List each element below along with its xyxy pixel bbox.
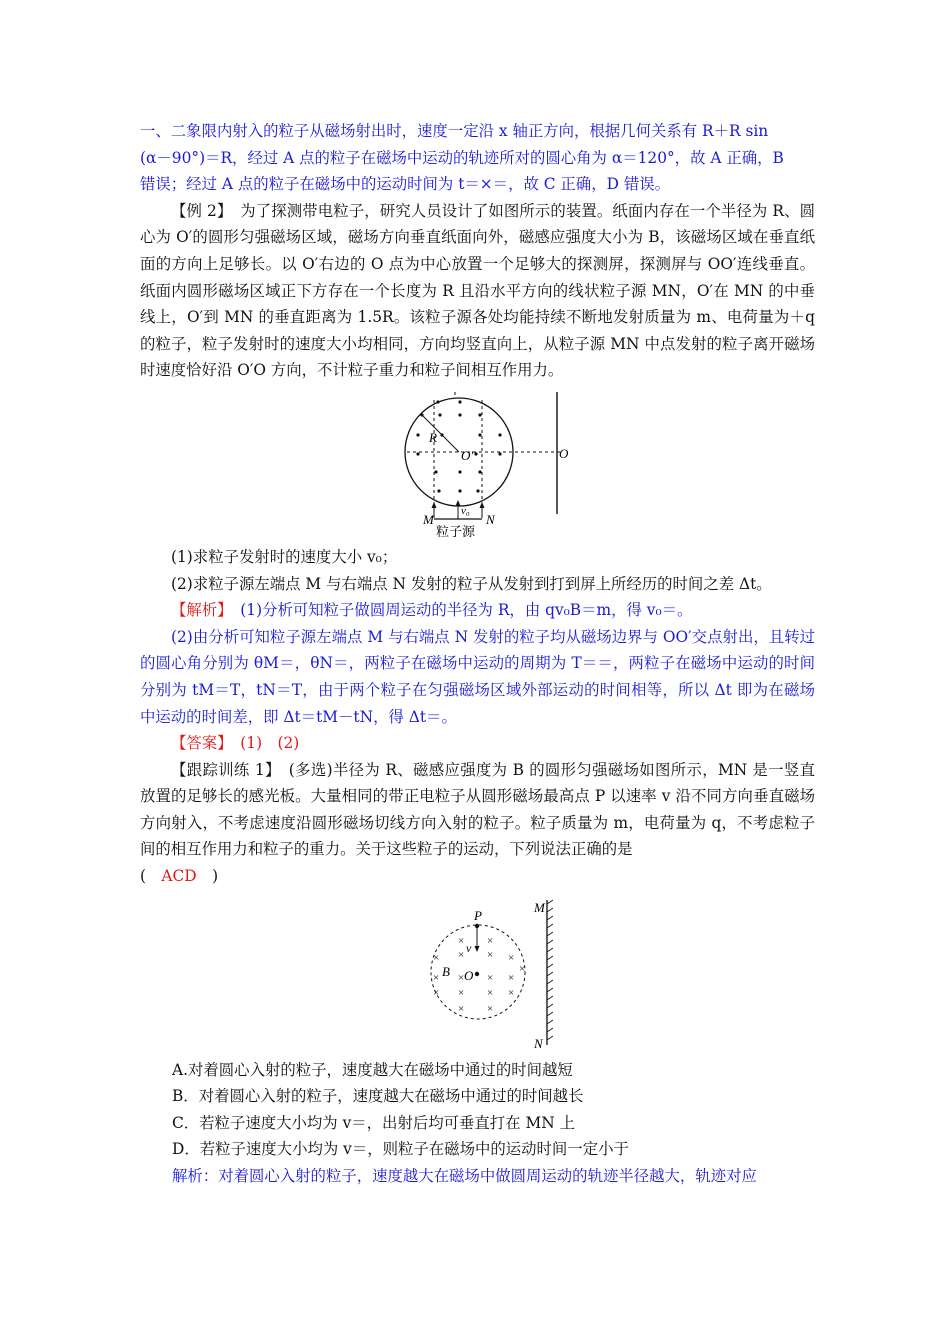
analysis-text-1: (1)分析可知粒子做圆周运动的半径为 R，由 qv₀B＝m，得 v₀＝。: [240, 601, 693, 620]
training-text: (多选)半径为 R、磁感应强度为 B 的圆形匀强磁场如图所示，MN 是一竖直放置的足够长的感光板。大量相同的带正电粒子从圆形磁场最高点 P 以速率 v 沿不同方向垂直磁场方向射入，不考虑速度沿圆形磁场切线方向入射的粒子。粒子质量为 m，电荷量为 q，不考虑粒子间的相互作用力和粒子的重力。关于这些粒子的运动，下列说法正确的是: [140, 760, 816, 859]
label-O2: O: [464, 967, 474, 983]
label-v: v: [466, 940, 472, 955]
analysis-tag: 【解析】: [171, 601, 225, 620]
center-O: [475, 971, 479, 975]
label-P: P: [474, 907, 482, 923]
answer-text: (1) (2): [240, 734, 300, 753]
svg-text:×: ×: [519, 962, 526, 975]
svg-text:×: ×: [508, 951, 515, 964]
final-analysis: [140, 1163, 815, 1190]
figure-1: [140, 390, 815, 538]
prev-solution-line-2: (α－90°)＝R，经过 A 点的粒子在磁场中运动的轨迹所对的圆心角为 α＝120°，故 A 正确，B: [140, 148, 784, 167]
svg-text:×: ×: [458, 986, 465, 999]
question-2: (2)求粒子源左端点 M 与右端点 N 发射的粒子从发射到打到屏上所经历的时间之差 Δt。: [171, 574, 772, 593]
svg-text:×: ×: [487, 934, 494, 947]
option-A: A.对着圆心入射的粒子，速度越大在磁场中通过的时间越短: [172, 1060, 573, 1079]
document-page: [140, 118, 815, 1190]
label-O-prime: O′: [461, 447, 474, 463]
label-particle-source: 粒子源: [436, 523, 476, 538]
label-O: O: [559, 445, 569, 461]
field-dots: [416, 400, 501, 492]
option-D: D．若粒子速度大小均为 v＝，则粒子在磁场中的运动时间一定小于: [172, 1140, 629, 1159]
example-2-tag: 【例 2】: [171, 201, 225, 220]
plate-hatching: [547, 900, 553, 1040]
svg-text:×: ×: [433, 951, 440, 964]
svg-text:×: ×: [508, 986, 515, 999]
option-C: C．若粒子速度大小均为 v＝，出射后均可垂直打在 MN 上: [172, 1113, 575, 1132]
magnetic-field-diagram-2: [140, 896, 815, 1051]
svg-text:×: ×: [487, 986, 494, 999]
label-N: N: [486, 511, 495, 527]
training-answer: ACD: [161, 867, 197, 886]
option-B: B．对着圆心入射的粒子，速度越大在磁场中通过的时间越长: [172, 1087, 584, 1106]
prev-solution-line-3: 错误；经过 A 点的粒子在磁场中的运动时间为 t＝×＝，故 C 正确，D 错误。: [140, 175, 670, 194]
label-B: B: [442, 963, 450, 979]
svg-text:×: ×: [458, 948, 465, 961]
prev-solution-line-1: 一、二象限内射入的粒子从磁场射出时，速度一定沿 x 轴正方向，根据几何关系有 R＋R sin: [140, 122, 769, 140]
label-v0: v₀: [461, 504, 470, 517]
svg-text:×: ×: [508, 971, 515, 984]
label-M: M: [423, 511, 434, 527]
svg-text:×: ×: [458, 934, 465, 947]
svg-text:×: ×: [487, 971, 494, 984]
example-2-paragraph: [140, 198, 815, 384]
analysis-paragraph-1: [140, 597, 815, 624]
svg-text:×: ×: [487, 1002, 494, 1015]
example-2-text: 为了探测带电粒子，研究人员设计了如图所示的装置。纸面内存在一个半径为 R、圆心为 O′的圆形匀强磁场区域，磁场方向垂直纸面向外，磁感应强度大小为 B，该磁场区域在垂直纸面的方向上足够长。以 O′右边的 O 点为中心放置一个足够大的探测屏，探测屏与 OO′连线垂直。纸面内圆形磁场区域正下方存在一个长度为 R 且沿水平方向的线状粒子源 MN，O′在 MN 的中垂线上，O′到 MN 的垂直距离为 1.5R。该粒子源各处均能持续不断地发射质量为 m、电荷量为＋q 的粒子，粒子发射时的速度大小均相同，方向均竖直向上，从粒子源 MN 中点发射的粒子离开磁场时速度恰好沿 O′O 方向，不计粒子重力和粒子间相互作用力。: [140, 201, 816, 380]
training-paragraph: [140, 757, 815, 863]
figure-2: [140, 896, 815, 1051]
svg-text:×: ×: [433, 971, 440, 984]
answer-tag: 【答案】: [171, 734, 225, 753]
svg-text:×: ×: [433, 986, 440, 999]
final-analysis-text: 对着圆心入射的粒子，速度越大在磁场中做圆周运动的轨迹半径越大，轨迹对应: [218, 1167, 757, 1186]
svg-text:×: ×: [458, 971, 465, 984]
svg-text:×: ×: [458, 1002, 465, 1015]
label-R: R: [429, 429, 437, 445]
training-tag: 【跟踪训练 1】: [171, 760, 274, 779]
svg-text:×: ×: [487, 948, 494, 961]
label-N2: N: [534, 1035, 543, 1051]
label-M2: M: [534, 899, 545, 915]
analysis-paragraph-2: (2)由分析可知粒子源左端点 M 与右端点 N 发射的粒子均从磁场边界与 OO′交点射出，且转过的圆心角分别为 θM＝，θN＝，两粒子在磁场中运动的周期为 T＝＝，两粒子在磁场中运动的时间分别为 tM＝T，tN＝T，由于两个粒子在匀强磁场区域外部运动的时间相等，所以 Δt 即为在磁场中运动的时间差，即 Δt＝tM－tN，得 Δt＝。: [140, 627, 815, 726]
answer-line: [140, 730, 815, 757]
training-answer-line: ( ACD ): [140, 867, 219, 886]
question-1: (1)求粒子发射时的速度大小 v₀；: [171, 547, 398, 566]
magnetic-field-diagram-1: [140, 390, 815, 538]
final-analysis-tag: 解析：: [172, 1167, 219, 1186]
